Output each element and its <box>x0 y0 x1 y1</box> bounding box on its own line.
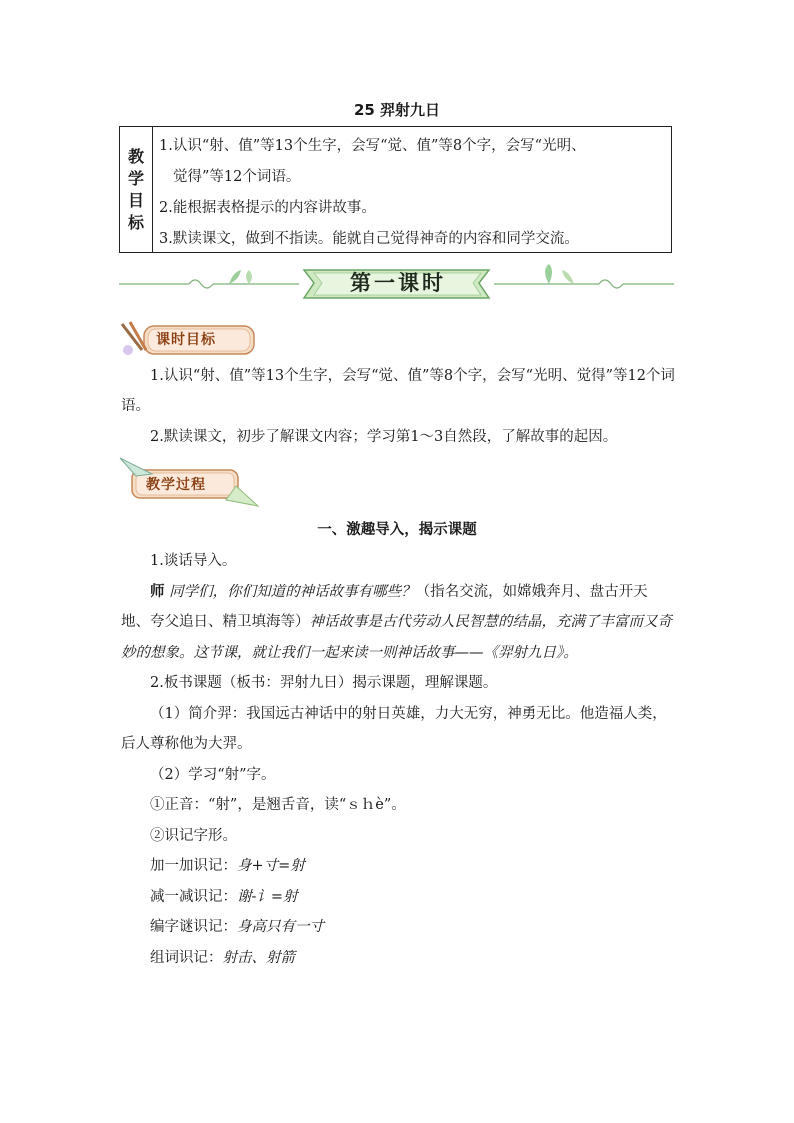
sub-step: （2）学习“射”字。 <box>150 766 276 783</box>
goal-item: 3.默读课文，做到不指读。能就自己觉得神奇的内容和同学交流。 <box>159 231 579 247</box>
method-text: 身高只有一寸 <box>237 919 324 935</box>
method-label: 组词识记： <box>150 949 223 966</box>
step-title: 1.谈话导入。 <box>150 553 237 569</box>
leaf-icon <box>545 264 552 284</box>
banner-swirl-left <box>189 280 213 288</box>
goals-label-char: 学 <box>127 168 144 188</box>
memory-method <box>121 882 676 913</box>
teacher-speech: 神话故事是古代劳动人民智慧的结晶，充满了丰富而又奇妙的想象。这节课，就让我们一起来读一则神话故事——《羿射九日》。 <box>121 614 672 661</box>
method-text: 身+寸=射 <box>237 858 305 874</box>
teacher-label: 师 <box>150 582 165 600</box>
teaching-goals-table <box>119 126 672 253</box>
banner-swirl-right <box>599 280 623 288</box>
lesson-goal-tag: 课时目标 <box>156 332 216 348</box>
lesson-goal-item: 1.认识“射、值”等13个生字，会写“觉、值”等8个字，会写“光明、觉得”等12个词语。 <box>121 368 675 414</box>
teacher-speech: 同学们，你们知道的神话故事有哪些？ <box>169 583 416 600</box>
leaf-icon <box>562 270 574 284</box>
page-title: 25 羿射九日 <box>353 101 441 119</box>
lesson-banner-title: 第一课时 <box>350 270 446 295</box>
teacher-note: （指名交流，如嫦娥奔月、盘古开天地、夸父追日、精卫填海等） <box>121 583 648 630</box>
goal-item: 2.能根据表格提示的内容讲故事。 <box>159 200 376 216</box>
pronunciation: ①正音：“射”，是翘舌音，读“ｓｈè”。 <box>150 797 406 813</box>
method-text: 射击、射箭 <box>222 949 295 966</box>
section-heading: 一、激趣导入，揭示课题 <box>317 522 477 538</box>
shape-title: ②识记字形。 <box>150 827 237 844</box>
lesson-body <box>121 546 676 973</box>
goals-list <box>153 127 671 252</box>
method-text: 谢-讠=射 <box>237 888 298 905</box>
method-label: 加一加识记： <box>150 858 237 874</box>
step-title: 2.板书课题（板书：羿射九日）揭示课题，理解课题。 <box>150 675 498 691</box>
goals-label <box>120 127 153 252</box>
memory-method <box>121 912 676 943</box>
goals-label-char: 标 <box>127 212 144 232</box>
flower-icon <box>123 345 133 355</box>
memory-method <box>121 943 676 974</box>
goals-label-char: 目 <box>127 190 144 210</box>
method-label: 减一减识记： <box>150 888 237 905</box>
lesson-goal-item: 2.默读课文，初步了解课文内容；学习第1～3自然段，了解故事的起因。 <box>150 429 618 445</box>
method-label: 编字谜识记： <box>150 919 237 935</box>
goals-label-char: 教 <box>127 146 144 166</box>
sub-step: （1）简介羿：我国远古神话中的射日英雄，力大无穷，神勇无比。他造福人类，后人尊称他为大羿。 <box>121 705 667 752</box>
teacher-dialog <box>121 577 676 669</box>
goal-item: 觉得”等12个词语。 <box>173 169 301 185</box>
leaf-icon <box>246 270 252 284</box>
process-tag: 教学过程 <box>146 477 206 493</box>
leaf-icon <box>229 270 241 284</box>
goal-item: 1.认识“射、值”等13个生字，会写“觉、值”等8个字，会写“光明、 <box>159 138 586 154</box>
memory-method <box>121 851 676 882</box>
